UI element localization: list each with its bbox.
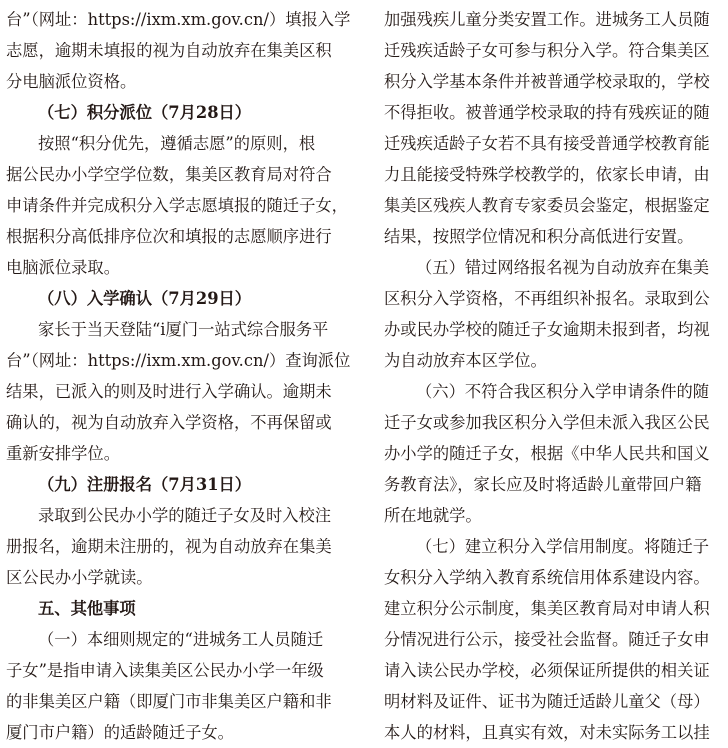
text-line: 积分入学基本条件并被普通学校录取的，学校 [384,72,710,91]
section-heading: （九）注册报名（7月31日） [38,475,252,494]
text-line: 册报名，逾期未注册的，视为自动放弃在集美 [6,537,332,556]
text-line: 办或民办学校的随迁子女逾期未报到者，均视 [384,320,710,339]
text-line: 迁残疾适龄子女若不具有接受普通学校教育能 [384,134,710,153]
right-column [384,4,722,748]
section-heading: （七）积分派位（7月28日） [38,103,252,122]
text-line: 的非集美区户籍（即厦门市非集美区户籍和非 [6,692,332,711]
text-line: 家长于当天登陆“i厦门一站式综合服务平 [38,320,329,339]
text-line: 结果，已派入的则及时进行入学确认。逾期未 [6,382,332,401]
text-line: 确认的，视为自动放弃入学资格，不再保留或 [6,413,332,432]
text-line: 集美区残疾人教育专家委员会鉴定，根据鉴定 [384,196,710,215]
text-line: 厦门市户籍）的适龄随迁子女。 [6,723,234,742]
text-line: 重新安排学位。 [6,444,120,463]
text-line: 不得拒收。被普通学校录取的持有残疾证的随 [384,103,710,122]
text-line: 区公民办小学就读。 [6,568,153,587]
text-line: 电脑派位录取。 [6,258,120,277]
text-line: 区积分入学资格，不再组织补报名。录取到公 [384,289,710,308]
text-line: （六）不符合我区积分入学申请条件的随 [416,382,710,401]
text-line: 建立积分公示制度，集美区教育局对申请人积 [384,599,710,618]
text-line: 加强残疾儿童分类安置工作。进城务工人员随 [384,10,710,29]
left-column [6,4,352,748]
text-line: 本人的材料，且真实有效，对未实际务工以挂 [384,723,710,742]
text-line: 子女”是指申请入读集美区公民办小学一年级 [6,661,324,680]
text-line: 为自动放弃本区学位。 [384,351,547,370]
text-line: 台”（网址：https://ixm.xm.gov.cn/）查询派位 [6,351,351,370]
text-line: 据公民办小学空学位数，集美区教育局对符合 [6,165,332,184]
text-line: 分电脑派位资格。 [6,72,137,91]
text-line: 按照“积分优先，遵循志愿”的原则，根 [38,134,316,153]
text-line: 台”（网址：https://ixm.xm.gov.cn/）填报入学 [6,10,351,29]
text-line: 迁残疾适龄子女可参与积分入学。符合集美区 [384,41,710,60]
text-line: 结果，按照学位情况和积分高低进行安置。 [384,227,694,246]
text-line: 所在地就学。 [384,506,482,525]
text-line: 明材料及证件、证书为随迁适龄儿童父（母） [384,692,710,711]
section-heading: （八）入学确认（7月29日） [38,289,252,308]
text-line: 务教育法》，家长应及时将适龄儿童带回户籍 [384,475,702,494]
text-line: 请入读公民办学校，必须保证所提供的相关证 [384,661,710,680]
text-line: 根据积分高低排序位次和填报的志愿顺序进行 [6,227,332,246]
section-heading: 五、其他事项 [38,599,136,618]
text-line: 录取到公民办小学的随迁子女及时入校注 [38,506,332,525]
text-line: 迁子女或参加我区积分入学但未派入我区公民 [384,413,710,432]
text-line: 力且能接受特殊学校教学的，依家长申请，由 [384,165,710,184]
text-line: 志愿，逾期未填报的视为自动放弃在集美区积 [6,41,332,60]
text-line: （五）错过网络报名视为自动放弃在集美 [416,258,710,277]
text-line: 女积分入学纳入教育系统信用体系建设内容。 [384,568,710,587]
text-line: （一）本细则规定的“进城务工人员随迁 [38,630,324,649]
text-line: 办小学的随迁子女，根据《中华人民共和国义 [384,444,710,463]
text-line: 申请条件并完成积分入学志愿填报的随迁子女， [6,196,348,215]
text-line: （七）建立积分入学信用制度。将随迁子 [416,537,710,556]
text-line: 分情况进行公示，接受社会监督。随迁子女申 [384,630,710,649]
